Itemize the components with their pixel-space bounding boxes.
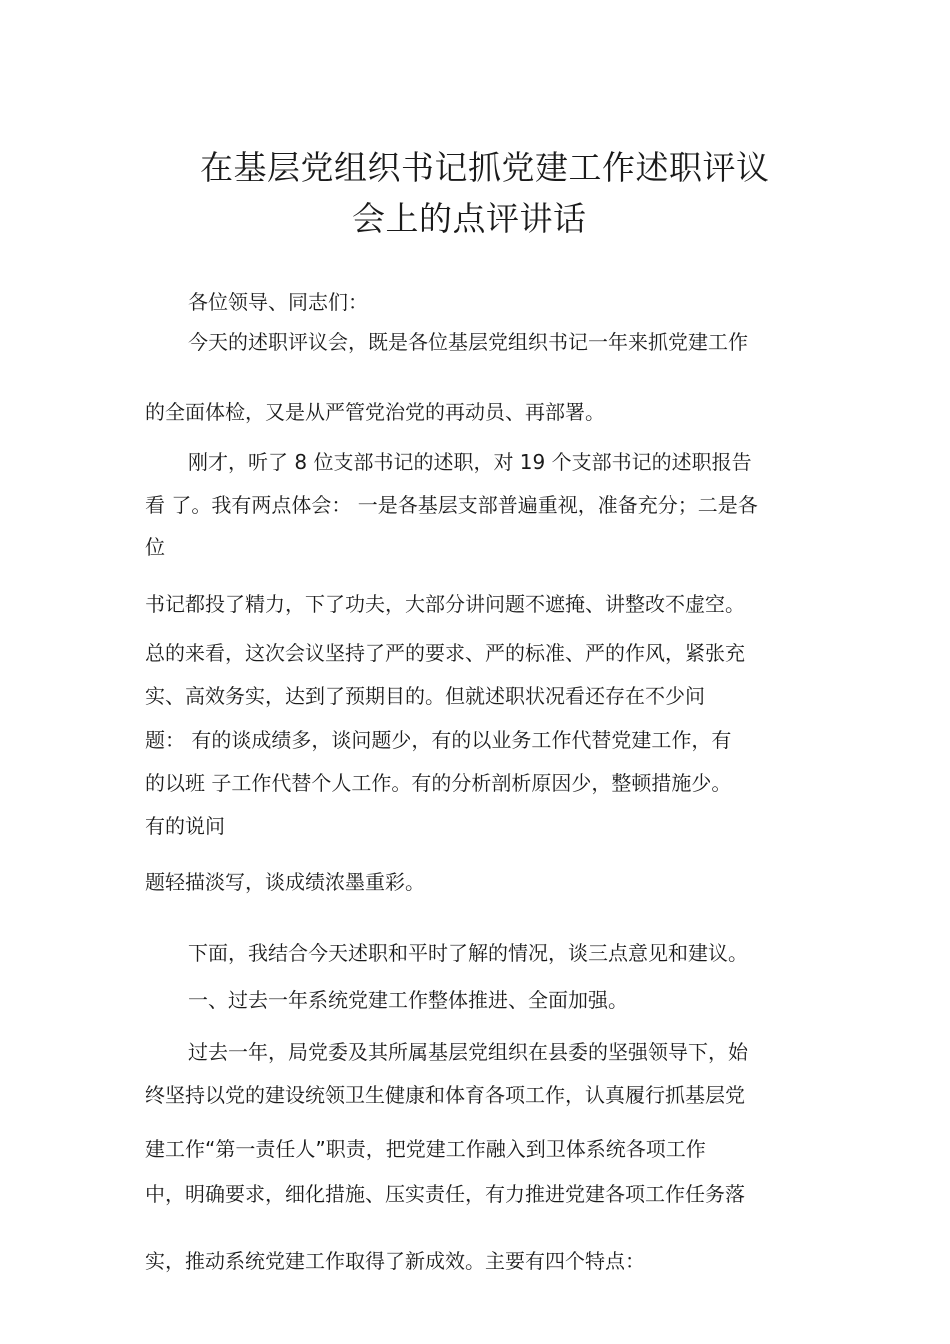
- paragraph-line: 建工作“第一责任人”职责，把党建工作融入到卫体系统各项工作: [145, 1137, 706, 1161]
- document-title-line-2: 会上的点评讲话: [352, 199, 587, 238]
- paragraph-line: 位: [145, 535, 165, 559]
- paragraph-line: 终坚持以党的建设统领卫生健康和体育各项工作，认真履行抓基层党: [145, 1083, 745, 1107]
- paragraph-line: 今天的述职评议会，既是各位基层党组织书记一年来抓党建工作: [188, 330, 748, 354]
- paragraph-line: 中，明确要求，细化措施、压实责任，有力推进党建各项工作任务落: [145, 1182, 745, 1206]
- document-title-line-1: 在基层党组织书记抓党建工作述职评议: [200, 148, 770, 187]
- paragraph-line: 的以班 子工作代替个人工作。有的分析剖析原因少，整顿措施少。: [145, 771, 732, 795]
- paragraph-line: 题： 有的谈成绩多，谈问题少，有的以业务工作代替党建工作，有: [145, 728, 732, 752]
- salutation: 各位领导、同志们：: [188, 290, 368, 314]
- paragraph-line: 书记都投了精力，下了功夫，大部分讲问题不遮掩、讲整改不虚空。: [145, 592, 745, 616]
- paragraph-line: 总的来看，这次会议坚持了严的要求、严的标准、严的作风，紧张充: [145, 641, 745, 665]
- paragraph-line: 的全面体检，又是从严管党治党的再动员、再部署。: [145, 400, 605, 424]
- paragraph-line: 有的说问: [145, 814, 225, 838]
- section-heading: 一、过去一年系统党建工作整体推进、全面加强。: [188, 988, 628, 1012]
- paragraph-line: 看 了。我有两点体会： 一是各基层支部普遍重视，准备充分；二是各: [145, 493, 758, 517]
- paragraph-line: 实，推动系统党建工作取得了新成效。主要有四个特点：: [145, 1249, 645, 1273]
- paragraph-line: 题轻描淡写，谈成绩浓墨重彩。: [145, 870, 425, 894]
- paragraph-line: 过去一年，局党委及其所属基层党组织在县委的坚强领导下，始: [188, 1040, 748, 1064]
- paragraph-line: 实、高效务实，达到了预期目的。但就述职状况看还存在不少问: [145, 684, 705, 708]
- paragraph-line: 下面，我结合今天述职和平时了解的情况，谈三点意见和建议。: [188, 941, 748, 965]
- paragraph-line: 刚才，听了 8 位支部书记的述职，对 19 个支部书记的述职报告: [188, 450, 752, 474]
